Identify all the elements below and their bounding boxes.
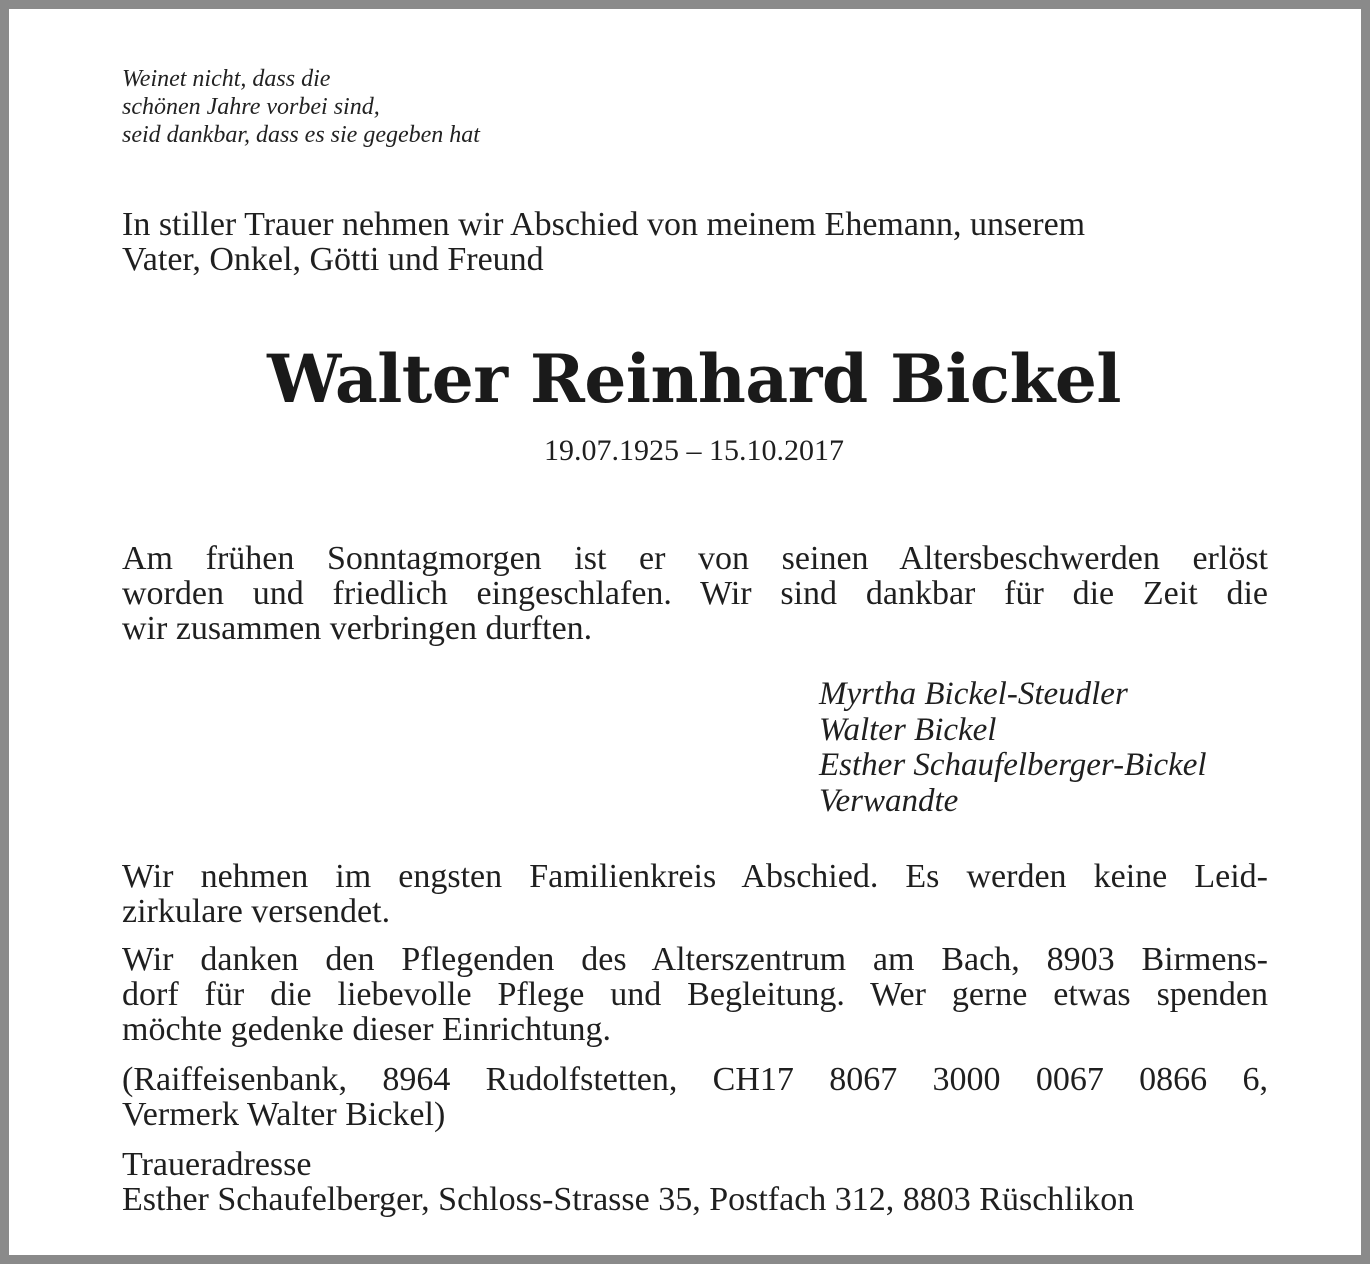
thanks-line: dorf für die liebevolle Pflege und Begleitung. Wer gerne etwas spenden xyxy=(122,976,1268,1013)
deceased-name: Walter Reinhard Bickel xyxy=(267,340,1121,418)
life-dates: 19.07.1925 – 15.10.2017 xyxy=(544,434,844,467)
motto-line: seid dankbar, dass es sie gegeben hat xyxy=(122,122,480,148)
message-line: Am frühen Sonntagmorgen ist er von seinen Altersbeschwerden erlöst xyxy=(122,540,1268,577)
intro-line: In stiller Trauer nehmen wir Abschied von meinem Ehemann, unserem xyxy=(122,206,1086,243)
address-value: Esther Schaufelberger, Schloss-Strasse 35, Postfach 312, 8803 Rüschlikon xyxy=(122,1181,1135,1218)
signer-name: Walter Bickel xyxy=(819,711,997,748)
motto-quote xyxy=(122,65,822,149)
address-block xyxy=(122,1147,1268,1217)
thanks-line: Wir danken den Pflegenden des Alterszentrum am Bach, 8903 Birmens- xyxy=(122,941,1268,978)
message-paragraph xyxy=(122,541,1268,646)
motto-line: Weinet nicht, dass die xyxy=(122,66,331,92)
notice-paragraph xyxy=(122,859,1268,929)
donation-paragraph xyxy=(122,1062,1268,1132)
signer-name: Verwandte xyxy=(819,782,959,819)
signer-name: Esther Schaufelberger-Bickel xyxy=(819,747,1207,783)
donation-line: Vermerk Walter Bickel) xyxy=(122,1096,446,1133)
message-line: wir zusammen verbringen durften. xyxy=(122,610,593,647)
message-line: worden und friedlich eingeschlafen. Wir sind dankbar für die Zeit die xyxy=(122,575,1268,612)
notice-line: zirkulare versendet. xyxy=(122,893,391,930)
donation-line: (Raiffeisenbank, 8964 Rudolfstetten, CH17 8067 3000 0067 0866 6, xyxy=(122,1061,1268,1098)
intro-line: Vater, Onkel, Götti und Freund xyxy=(122,241,544,278)
thanks-line: möchte gedenke dieser Einrichtung. xyxy=(122,1011,612,1048)
signers-list xyxy=(819,677,1279,819)
thanks-paragraph xyxy=(122,942,1268,1047)
motto-line: schönen Jahre vorbei sind, xyxy=(122,94,380,120)
address-label: Traueradresse xyxy=(122,1146,312,1183)
signer-name: Myrtha Bickel-Steudler xyxy=(819,676,1128,712)
notice-line: Wir nehmen im engsten Familienkreis Abschied. Es werden keine Leid- xyxy=(122,858,1268,895)
intro-text xyxy=(122,207,1272,277)
